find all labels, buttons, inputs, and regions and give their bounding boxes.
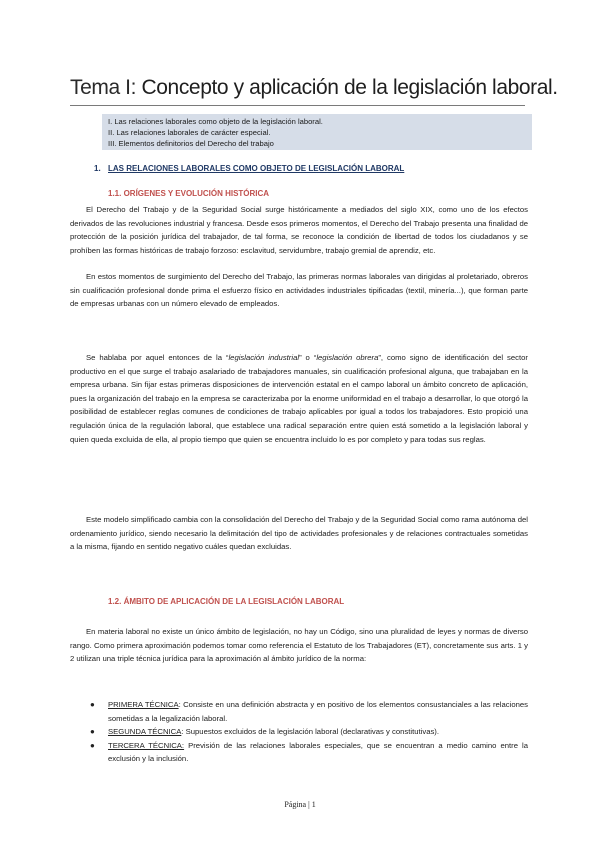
paragraph-industrial-legislation	[70, 351, 528, 446]
technique-text: Previsión de las relaciones laborales especiales, que se encuentran a medio camino entre la exclusión y la inclusión.	[108, 740, 528, 764]
term-legislacion-obrera: legislación obrera	[316, 353, 379, 362]
list-item	[90, 739, 528, 766]
page-footer: Página | 1	[284, 800, 316, 809]
section-heading-1	[94, 164, 404, 173]
toc-item: II. Las relaciones laborales de carácter especial.	[108, 128, 271, 137]
technique-label: TERCERA TÉCNICA:	[108, 740, 185, 750]
technique-text: : Supuestos excluidos de la legislación laboral (declarativas y constitutivas).	[181, 727, 440, 737]
term-legislacion-industrial: legislación industrial	[228, 353, 300, 362]
bullet-icon: ●	[90, 740, 95, 750]
subsection-heading-1-1: 1.1. ORÍGENES Y EVOLUCIÓN HISTÓRICA	[108, 189, 270, 198]
list-item	[90, 725, 528, 739]
technique-text: : Consiste en una definición abstracta y en positivo de los elementos consustanciales a las relaciones sometidas a la legalización laboral.	[108, 700, 528, 723]
table-of-contents	[102, 114, 532, 150]
p3-a: Se hablaba por aquel entonces de la “	[86, 353, 229, 362]
technique-label: SEGUNDA TÉCNICA	[108, 727, 182, 737]
title-underline	[70, 105, 525, 106]
subsection-heading-1-2: 1.2. ÁMBITO DE APLICACIÓN DE LA LEGISLACIÓN LABORAL	[108, 597, 345, 606]
paragraph-simplified-model: Este modelo simplificado cambia con la consolidación del Derecho del Trabajo y de la Seguridad Social como rama autónoma del ordenamiento jurídico, siendo necesario la delimitación del tipo de actividades profesionales y de relaciones contractuales sometidas a la misma, fijando en sentido negativo cuáles quedan excluidas.	[70, 515, 528, 552]
section-title: LAS RELACIONES LABORALES COMO OBJETO DE LEGISLACIÓN LABORAL	[108, 164, 405, 173]
techniques-list	[90, 698, 528, 766]
paragraph-emergence: En estos momentos de surgimiento del Derecho del Trabajo, las primeras normas laborales van dirigidas al proletariado, obreros sin cualificación profesional donde prima el esfuerzo físico en actividades industriales tipificadas (textil, minería...), que forman parte de empresas urbanas con un número elevado de empleados.	[70, 272, 528, 309]
toc-item: I. Las relaciones laborales como objeto de la legislación laboral.	[108, 117, 323, 126]
title-prefix: Tema I:	[70, 76, 137, 99]
title-topic: Concepto y aplicación de la legislación laboral.	[141, 76, 558, 99]
toc-item: III. Elementos definitorios del Derecho del trabajo	[108, 139, 274, 148]
p3-c: ” o “	[299, 353, 317, 362]
bullet-icon: ●	[90, 727, 95, 737]
section-number: 1.	[94, 164, 101, 173]
page-title	[70, 74, 558, 102]
p3-e: ”, como signo de identificación del sector productivo en el que surge el trabajo asalariado de trabajadores manuales, sin cualificación profesional alguna, que trabajaban en la empresa urbana. Sin fijar estas primeras disposiciones de intervención estatal en el campo laboral un ámbito concreto de aplicación, pues la organización del trabajo en la empresa se caracterizaba por la enorme uniformidad en el trabajo a desarrollar, lo que otorgó la posibilidad de establecer reglas comunes de condiciones de trabajo aplicables por igual a todos los trabajadores. Esto propició una regulación única de la regulación laboral, que establece una radical separación entre quien está sometido a la legislación laboral y quien queda excluida de ella, al propio tiempo que quien se encuentra incluido lo es por completo y para todas sus reglas.	[70, 353, 528, 444]
paragraph-origins: El Derecho del Trabajo y de la Seguridad Social surge históricamente a mediados del siglo XIX, como uno de los efectos derivados de las revoluciones industrial y francesa. Desde esos primeros momentos, el Derecho del Trabajo presenta una finalidad de protección de la posición jurídica del trabajador, de tal forma, se reconoce la condición de libertad de todos los ciudadanos y se prohíben las formas históricas de trabajo forzoso: esclavitud, servidumbre, trabajo gremial de aprendiz, etc.	[70, 205, 528, 255]
paragraph-scope: En materia laboral no existe un único ámbito de legislación, no hay un Código, sino una pluralidad de leyes y normas de diverso rango. Como primera aproximación podemos tomar como referencia el Estatuto de los Trabajadores (ET), concretamente sus arts. 1 y 2 utilizan una triple técnica jurídica para la aproximación al ámbito jurídico de la norma:	[70, 627, 528, 664]
technique-label: PRIMERA TÉCNICA	[108, 700, 179, 709]
list-item	[90, 698, 528, 725]
bullet-icon: ●	[90, 700, 95, 709]
